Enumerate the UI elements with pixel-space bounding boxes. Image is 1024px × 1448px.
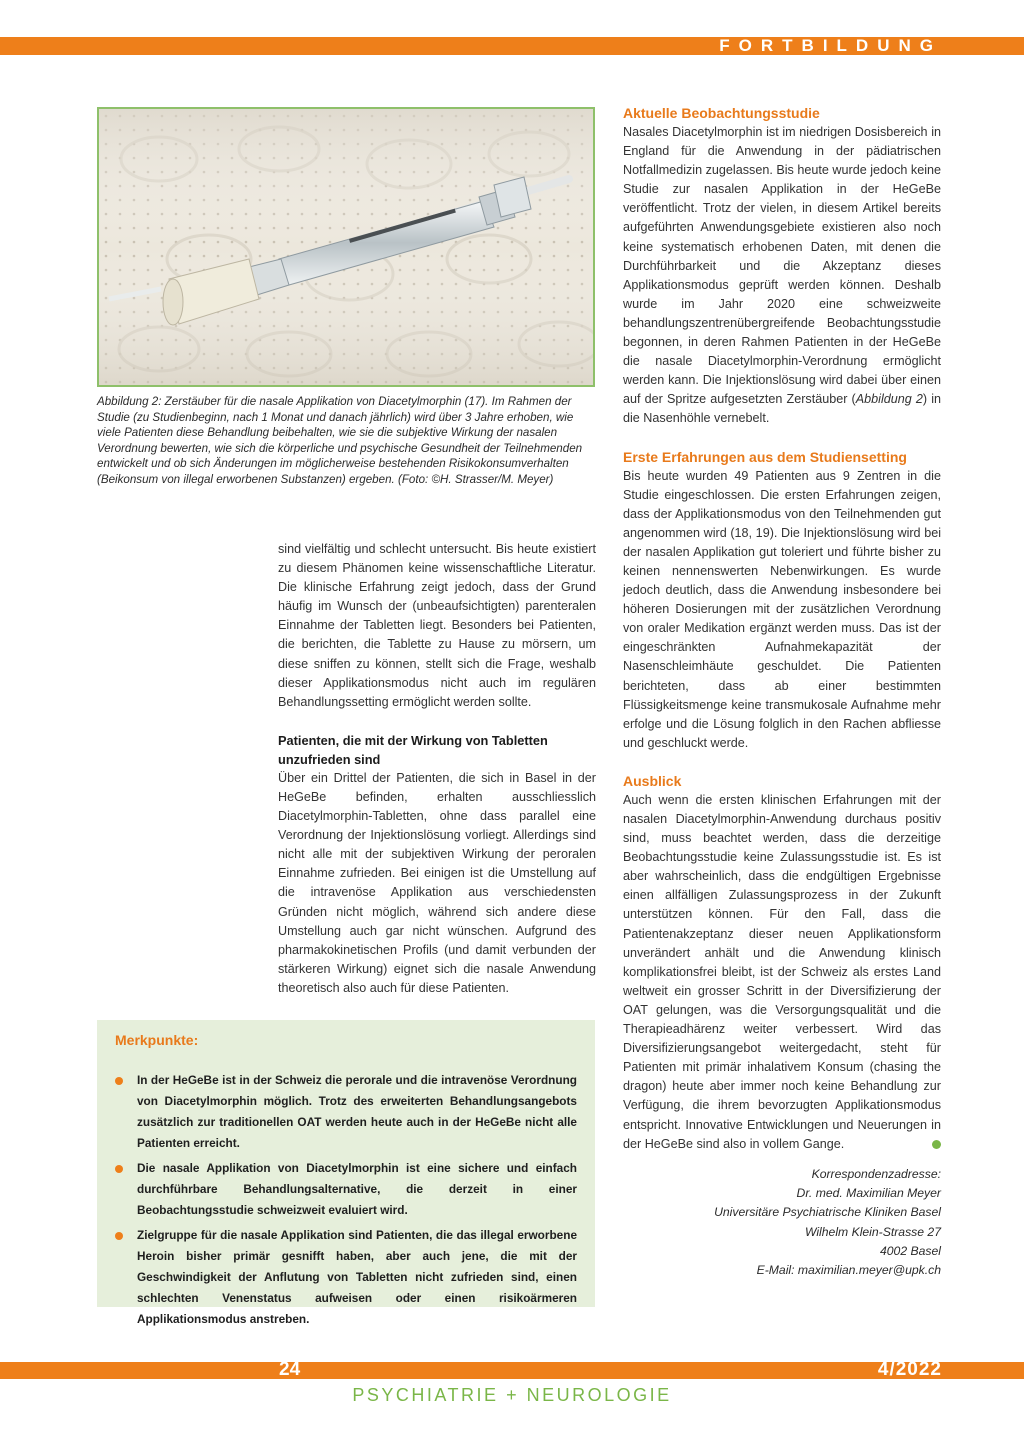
paragraph-ausblick-text: Auch wenn die ersten klinischen Erfahrungen mit der nasalen Diacetylmorphin-Anwendung durchaus positiv sind, muss beachtet werden, dass die derzeitige Beobachtungsstudie keine Zulassungsstudie ist. Es ist aber wahrscheinlich, dass die endgültigen Ergebnisse einen allfälligen Zulassungsprozess in der Zukunft unterstützen können. Für den Fall, dass die Patientenakzeptanz dieser neuen Applikationsform unverändert anhält und die Anwendung klinisch komplikationsfrei bleibt, ist der Schweiz als erstes Land weltweit ein grosser Schritt in der Diversifizierung der OAT gelungen, was die Versorgungsqualität und die Therapieadhärenz weiter verbessert. Wird das Diversifizierungsangebot weitergedacht, steht für Patienten mit primär inhalativem Konsum (chasing the dragon) heute aber immer noch keine Behandlung zur Verfügung, die ihrem bevorzugten Applikationsmodus entspricht. Innovative Entwicklungen und Neuerungen in der HeGeBe sind also in vollem Gange.	[623, 792, 941, 1151]
section-label: FORTBILDUNG	[719, 36, 942, 55]
heading-beobachtungsstudie: Aktuelle Beobachtungsstudie	[623, 105, 820, 121]
merkpunkte-box	[97, 1020, 595, 1326]
merkpunkte-item-text: In der HeGeBe ist in der Schweiz die perorale und die intravenöse Verordnung von Diacetylmorphin möglich. Trotz des erweiterten Behandlungsangebots zusätzlich zur traditionellen OAT werden heute auch in der HeGeBe nicht alle Patienten erreicht.	[137, 1073, 577, 1150]
correspondence-label: Korrespondenzadresse:	[811, 1167, 941, 1181]
merkpunkte-item-text: Die nasale Applikation von Diacetylmorphin ist eine sichere und einfach durchführbare Behandlungsalternative, die derzeit in einer Beobachtungsstudie schweizweit evaluiert wird.	[137, 1161, 577, 1217]
heading-erste-erfahrungen: Erste Erfahrungen aus dem Studiensetting	[623, 448, 907, 465]
correspondence-name: Dr. med. Maximilian Meyer	[796, 1186, 941, 1201]
footer-bar	[0, 1362, 1024, 1379]
paragraph-beobachtungsstudie	[623, 123, 941, 429]
paragraph-beobachtungsstudie-end: ) in die Nasenhöhle vernebelt.	[623, 392, 942, 426]
bullet-icon	[115, 1077, 123, 1085]
journal-name: PSYCHIATRIE + NEUROLOGIE	[352, 1385, 672, 1405]
correspondence-street: Wilhelm Klein-Strasse 27	[804, 1224, 941, 1239]
heading-ausblick: Ausblick	[623, 772, 682, 789]
bullet-icon	[115, 1232, 123, 1240]
figure-caption: Abbildung 2: Zerstäuber für die nasale Applikation von Diacetylmorphin (17). Im Rahmen der Studie (zu Studienbeginn, nach 1 Monat und danach jährlich) wird über 3 Jahre erhoben, wie viele Patienten diese Behandlung beibehalten, wie sie die subjektive Wirkung der nasalen Verordnung bewerten, wie sich die körperliche und psychische Gesundheit der Teilnehmenden entwickelt und ob sich Änderungen im möglicherweise bestehenden Risikokonsumverhalten (Beikonsum von illegal erworbenen Substanzen) ergeben. (Foto: ©H. Strasser/M. Meyer)	[97, 395, 583, 486]
issue-number: 4/2022	[877, 1359, 942, 1380]
merkpunkte-title: Merkpunkte:	[115, 1032, 199, 1048]
middle-column	[278, 540, 596, 998]
correspondence-city: 4002 Basel	[880, 1243, 941, 1258]
middle-section-heading: Patienten, die mit der Wirkung von Tabletten unzufrieden sind	[278, 732, 548, 767]
correspondence-institution: Universitäre Psychiatrische Kliniken Basel	[714, 1205, 941, 1220]
merkpunkte-item	[115, 1158, 577, 1221]
photo-illustration	[99, 109, 593, 385]
merkpunkte-item	[115, 1070, 577, 1154]
paragraph-erste-erfahrungen: Bis heute wurden 49 Patienten aus 9 Zentren in die Studie eingeschlossen. Die ersten Erfahrungen zeigen, dass der Applikationsmodus von den Teilnehmenden gut angenommen wird (18, 19). Die Injektionslösung wird bei der nasalen Applikation gut toleriert und führte bisher zu keinen nennenswerten Nebenwirkungen. Es wurde jedoch deutlich, dass die Anwendung insbesondere bei höheren Dosierungen mit der zusätzlichen Verordnung von oraler Medikation ergänzt werden muss. Das ist der eingeschränkten Aufnahmekapazität der Nasenschleimhäute geschuldet. Die Patienten berichteten, dass ab einer bestimmten Flüssigkeitsmenge keine transmukosale Aufnahme mehr erfolge und die Lösung folglich in den Rachen abfliesse und geschluckt werde.	[623, 468, 941, 750]
paragraph-beobachtungsstudie-text: Nasales Diacetylmorphin ist im niedrigen Dosisbereich in England für die Anwendung in der pädiatrischen Notfallmedizin zugelassen. Bis heute wurde jedoch keine Studie zur nasalen Applikation in der HeGeBe veröffentlicht. Trotz der vielen, in diesem Artikel bereits aufgeführten Anwendungsgebiete existieren also noch keine systematisch erhobenen Daten, mit denen die Durchführbarkeit und die Akzeptanz dieses Applikationsmodus geprüft werden können. Deshalb wurde im Jahr 2020 eine schweizweite behandlungszentrenübergreifende Beobachtungsstudie begonnen, in deren Rahmen Patienten in der HeGeBe die nasale Diacetylmorphin-Verordnung ermöglicht werden kann. Die Injektionslösung wird dabei über einen auf der Spritze aufgesetzten Zerstäuber (	[623, 125, 941, 407]
middle-intro-paragraph: sind vielfältig und schlecht untersucht. Bis heute existiert zu diesem Phänomen keine wissenschaftliche Literatur. Die klinische Erfahrung zeigt jedoch, dass der Grund häufig im Wunsch der (unbeaufsichtigten) parenteralen Einnahme der Tabletten liegt. Besonders bei Patienten, die berichten, die Tablette zu Hause zu mörsern, um diese sniffen zu können, stellt sich die Frage, weshalb dieser Applikationsmodus nicht auch im regulären Behandlungssetting ermöglicht werden sollte.	[278, 542, 596, 709]
right-column	[623, 104, 941, 1154]
merkpunkte-list	[115, 1070, 577, 1330]
paragraph-ausblick	[623, 791, 941, 1154]
merkpunkte-item	[115, 1225, 577, 1330]
correspondence-email: E-Mail: maximilian.meyer@upk.ch	[756, 1263, 941, 1278]
article-end-marker-icon	[932, 1140, 941, 1149]
correspondence-address	[581, 1165, 941, 1280]
merkpunkte-item-text: Zielgruppe für die nasale Applikation sind Patienten, die das illegal erworbene Heroin bisher primär gesnifft haben, aber auch jene, die mit der Geschwindigkeit der Anflutung von Tabletten nicht zufrieden sind, einen schlechten Venenstatus aufweisen oder einen risikoärmeren Applikationsmodus anstreben.	[137, 1228, 577, 1326]
bullet-icon	[115, 1165, 123, 1173]
page-number: 24	[279, 1359, 301, 1380]
figure-reference: Abbildung 2	[855, 392, 923, 407]
middle-section-paragraph: Über ein Drittel der Patienten, die sich in Basel in der HeGeBe befinden, erhalten ausschliesslich Diacetylmorphin-Tabletten, ohne dass parallel eine Verordnung der Injektionslösung vorliegt. Allerdings sind nicht alle mit der subjektiven Wirkung der peroralen Einnahme zufrieden. Bei einigen ist die Umstellung auf die intravenöse Applikation aus verschiedensten Gründen nicht möglich, während sich andere diese Umstellung auch gar nicht wünschen. Aufgrund des pharmakokinetischen Profils (und damit verbunden der stärkeren Wirkung) eignet sich die nasale Anwendung theoretisch also auch für diese Patienten.	[278, 770, 596, 995]
syringe-atomizer-photo	[97, 107, 595, 387]
